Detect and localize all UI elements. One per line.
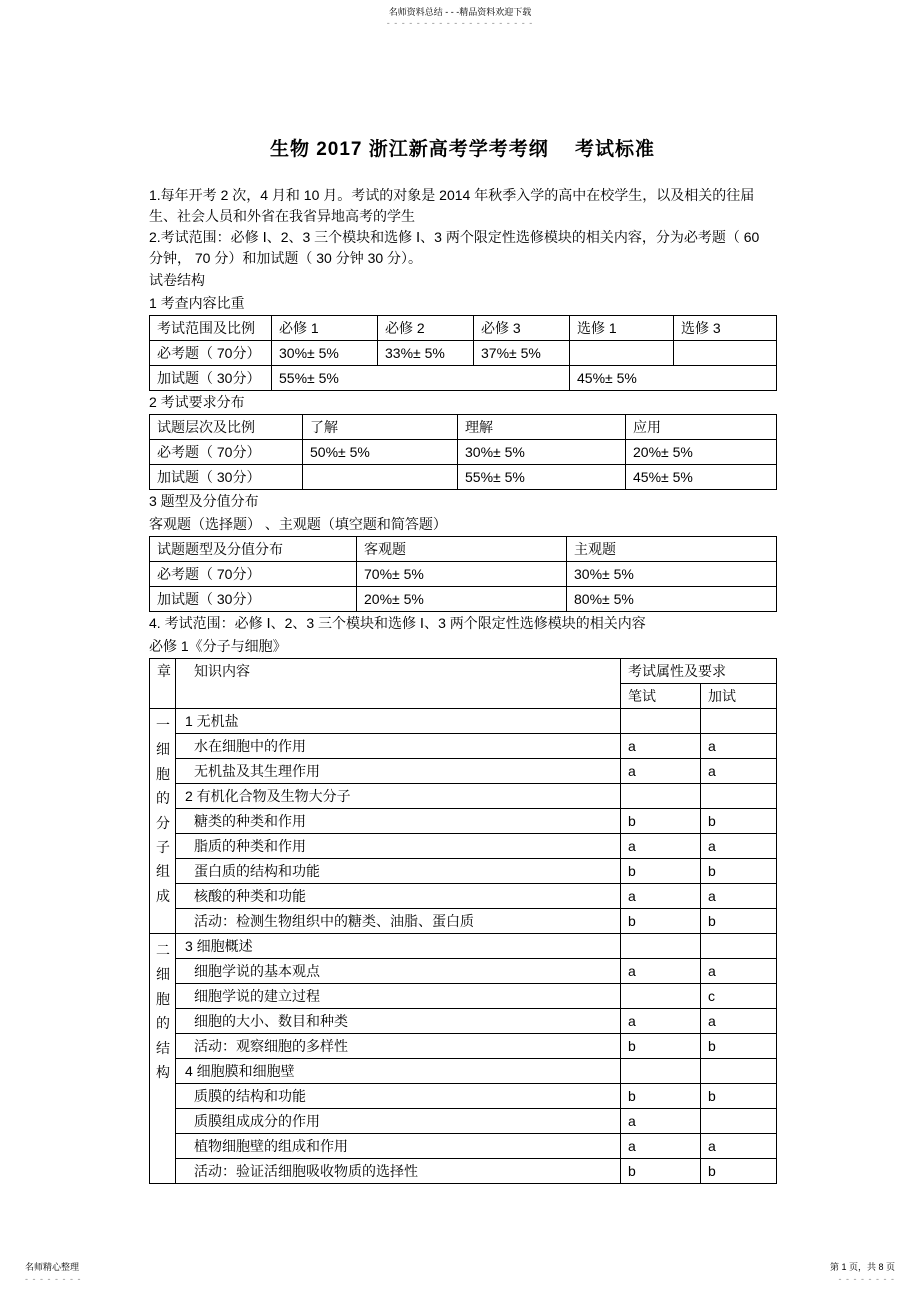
knowledge-cell: 活动：检测生物组织中的糖类、油脂、蛋白质: [176, 909, 621, 934]
knowledge-cell: 质膜的结构和功能: [176, 1084, 621, 1109]
written-mark-cell: b: [621, 1159, 701, 1184]
knowledge-cell: 蛋白质的结构和功能: [176, 859, 621, 884]
written-mark-cell: a: [621, 884, 701, 909]
table-row: [150, 440, 777, 465]
footer-note-block: [25, 1261, 81, 1285]
written-test-header-cell: 笔试: [621, 684, 701, 709]
value-cell: 加试题（ 30分）: [150, 587, 357, 612]
module1-knowledge-table: [149, 658, 777, 1184]
knowledge-cell: 糖类的种类和作用: [176, 809, 621, 834]
value-cell: 必考题（ 70分）: [150, 562, 357, 587]
table-row: [150, 562, 777, 587]
chapter-cell: 二细胞的结构: [150, 934, 176, 1184]
paragraph-exam-schedule: 1.每年开考 2 次，4 月和 10 月。考试的对象是 2014 年秋季入学的高中在校学生，以及相关的往届生、社会人员和外省在我省异地高考的学生: [149, 187, 755, 224]
value-cell: 必考题（ 70分）: [150, 440, 303, 465]
footer-note: 名师精心整理: [25, 1262, 80, 1272]
knowledge-cell: 水在细胞中的作用: [176, 734, 621, 759]
knowledge-row: [150, 909, 777, 934]
value-cell: [674, 341, 777, 366]
knowledge-cell: 3 细胞概述: [176, 934, 621, 959]
knowledge-row: [150, 884, 777, 909]
requirement-distribution-table: [149, 414, 777, 490]
knowledge-row: [150, 1059, 777, 1084]
watermark-header: [0, 7, 920, 29]
knowledge-row: [150, 1084, 777, 1109]
value-cell: 55%± 5%: [458, 465, 626, 490]
knowledge-cell: 脂质的种类和作用: [176, 834, 621, 859]
knowledge-row: [150, 1109, 777, 1134]
additional-mark-cell: a: [701, 1009, 777, 1034]
knowledge-row: [150, 959, 777, 984]
written-mark-cell: [621, 1059, 701, 1084]
value-cell: 30%± 5%: [272, 341, 378, 366]
additional-mark-cell: [701, 934, 777, 959]
value-cell: 33%± 5%: [378, 341, 474, 366]
written-mark-cell: b: [621, 909, 701, 934]
header-cell: 考试范围及比例: [150, 316, 272, 341]
value-cell: [303, 465, 458, 490]
written-mark-cell: a: [621, 1109, 701, 1134]
written-mark-cell: [621, 984, 701, 1009]
knowledge-cell: 无机盐及其生理作用: [176, 759, 621, 784]
header-cell: 选修 1: [570, 316, 674, 341]
value-cell: 30%± 5%: [458, 440, 626, 465]
knowledge-cell: 植物细胞壁的组成和作用: [176, 1134, 621, 1159]
header-cell: 试题题型及分值分布: [150, 537, 357, 562]
table-row: [150, 537, 777, 562]
table-row: [150, 316, 777, 341]
knowledge-cell: 4 细胞膜和细胞壁: [176, 1059, 621, 1084]
additional-mark-cell: c: [701, 984, 777, 1009]
header-cell: 必修 2: [378, 316, 474, 341]
written-mark-cell: a: [621, 734, 701, 759]
header-cell: 了解: [303, 415, 458, 440]
additional-test-header-cell: 加试: [701, 684, 777, 709]
header-cell: 客观题: [357, 537, 567, 562]
written-mark-cell: b: [621, 859, 701, 884]
additional-mark-cell: a: [701, 884, 777, 909]
chapter-header-cell: 章: [150, 659, 176, 709]
additional-mark-cell: a: [701, 759, 777, 784]
knowledge-cell: 1 无机盐: [176, 709, 621, 734]
written-mark-cell: [621, 934, 701, 959]
knowledge-cell: 细胞学说的基本观点: [176, 959, 621, 984]
knowledge-row: [150, 709, 777, 734]
knowledge-row: [150, 859, 777, 884]
knowledge-row: [150, 834, 777, 859]
knowledge-cell: 细胞学说的建立过程: [176, 984, 621, 1009]
table-row: [150, 415, 777, 440]
value-cell: 加试题（ 30分）: [150, 366, 272, 391]
footer-page-block: [830, 1261, 895, 1285]
heading-module1: 必修 1《分子与细胞》: [149, 638, 287, 654]
table-row: [150, 465, 777, 490]
page-number-dots: - - - - - - - -: [838, 1274, 895, 1284]
value-cell: 70%± 5%: [357, 562, 567, 587]
additional-mark-cell: b: [701, 1034, 777, 1059]
value-cell: 30%± 5%: [567, 562, 777, 587]
header-cell: 应用: [626, 415, 777, 440]
knowledge-cell: 活动：观察细胞的多样性: [176, 1034, 621, 1059]
knowledge-cell: 核酸的种类和功能: [176, 884, 621, 909]
heading-paper-structure: 试卷结构: [149, 272, 205, 288]
table-row: [150, 366, 777, 391]
written-mark-cell: [621, 709, 701, 734]
knowledge-cell: 细胞的大小、数目和种类: [176, 1009, 621, 1034]
additional-mark-cell: b: [701, 1084, 777, 1109]
knowledge-row: [150, 784, 777, 809]
exam-attribute-header-cell: 考试属性及要求: [621, 659, 777, 684]
header-cell: 选修 3: [674, 316, 777, 341]
additional-mark-cell: b: [701, 859, 777, 884]
written-mark-cell: a: [621, 759, 701, 784]
knowledge-cell: 质膜组成成分的作用: [176, 1109, 621, 1134]
written-mark-cell: b: [621, 1034, 701, 1059]
additional-mark-cell: [701, 709, 777, 734]
knowledge-row: [150, 934, 777, 959]
knowledge-row: [150, 1034, 777, 1059]
table-row: [150, 587, 777, 612]
watermark-header-dots: - - - - - - - - - - - - - - - - - - - -: [386, 18, 534, 28]
heading-requirement-distribution: 2 考试要求分布: [149, 394, 245, 410]
knowledge-row: [150, 734, 777, 759]
header-cell: 理解: [458, 415, 626, 440]
written-mark-cell: a: [621, 1134, 701, 1159]
written-mark-cell: a: [621, 1009, 701, 1034]
additional-mark-cell: [701, 1109, 777, 1134]
value-cell: 55%± 5%: [272, 366, 570, 391]
header-cell: 必修 3: [474, 316, 570, 341]
chapter-cell: 一细胞的分子组成: [150, 709, 176, 934]
additional-mark-cell: [701, 1059, 777, 1084]
line-exam-scope-repeat: 4. 考试范围：必修 Ⅰ、2、3 三个模块和选修 Ⅰ、3 两个限定性选修模块的相关内容: [149, 615, 646, 631]
value-cell: 加试题（ 30分）: [150, 465, 303, 490]
value-cell: 80%± 5%: [567, 587, 777, 612]
knowledge-cell: 活动：验证活细胞吸收物质的选择性: [176, 1159, 621, 1184]
content-weight-table: [149, 315, 777, 391]
watermark-header-note: 名师资料总结 - - -精品资料欢迎下载: [388, 7, 532, 17]
additional-mark-cell: b: [701, 1159, 777, 1184]
footer-note-dots: - - - - - - - -: [25, 1274, 82, 1284]
additional-mark-cell: b: [701, 909, 777, 934]
value-cell: [570, 341, 674, 366]
header-cell: 主观题: [567, 537, 777, 562]
knowledge-row: [150, 1009, 777, 1034]
knowledge-row: [150, 1159, 777, 1184]
document-content: [149, 138, 776, 1184]
value-cell: 20%± 5%: [626, 440, 777, 465]
written-mark-cell: a: [621, 834, 701, 859]
question-type-table: [149, 536, 777, 612]
knowledge-cell: 2 有机化合物及生物大分子: [176, 784, 621, 809]
document-title: 生物 2017 浙江新高考学考考纲 考试标准: [269, 139, 656, 160]
value-cell: 必考题（ 70分）: [150, 341, 272, 366]
paragraph-exam-scope: 2.考试范围：必修 Ⅰ、2、3 三个模块和选修 Ⅰ、3 两个限定性选修模块的相关内容，分为必考题（ 60 分钟， 70 分）和加试题（ 30 分钟 30 分）。: [149, 229, 760, 266]
additional-mark-cell: a: [701, 834, 777, 859]
additional-mark-cell: b: [701, 809, 777, 834]
value-cell: 20%± 5%: [357, 587, 567, 612]
header-cell: 必修 1: [272, 316, 378, 341]
value-cell: 50%± 5%: [303, 440, 458, 465]
knowledge-row: [150, 809, 777, 834]
header-cell: 试题层次及比例: [150, 415, 303, 440]
heading-content-weight: 1 考查内容比重: [149, 295, 245, 311]
heading-question-type: 3 题型及分值分布: [149, 493, 259, 509]
additional-mark-cell: a: [701, 734, 777, 759]
written-mark-cell: b: [621, 1084, 701, 1109]
written-mark-cell: [621, 784, 701, 809]
value-cell: 45%± 5%: [570, 366, 777, 391]
additional-mark-cell: a: [701, 959, 777, 984]
knowledge-row: [150, 1134, 777, 1159]
value-cell: 45%± 5%: [626, 465, 777, 490]
knowledge-row: [150, 984, 777, 1009]
written-mark-cell: b: [621, 809, 701, 834]
knowledge-header-cell: 知识内容: [176, 659, 621, 709]
written-mark-cell: a: [621, 959, 701, 984]
table-row: [150, 341, 777, 366]
note-question-type: 客观题（选择题） 、主观题（填空题和简答题）: [149, 516, 447, 532]
value-cell: 37%± 5%: [474, 341, 570, 366]
table-row: [150, 659, 777, 684]
additional-mark-cell: [701, 784, 777, 809]
page-number: 第 1 页，共 8 页: [829, 1262, 895, 1272]
knowledge-row: [150, 759, 777, 784]
additional-mark-cell: a: [701, 1134, 777, 1159]
